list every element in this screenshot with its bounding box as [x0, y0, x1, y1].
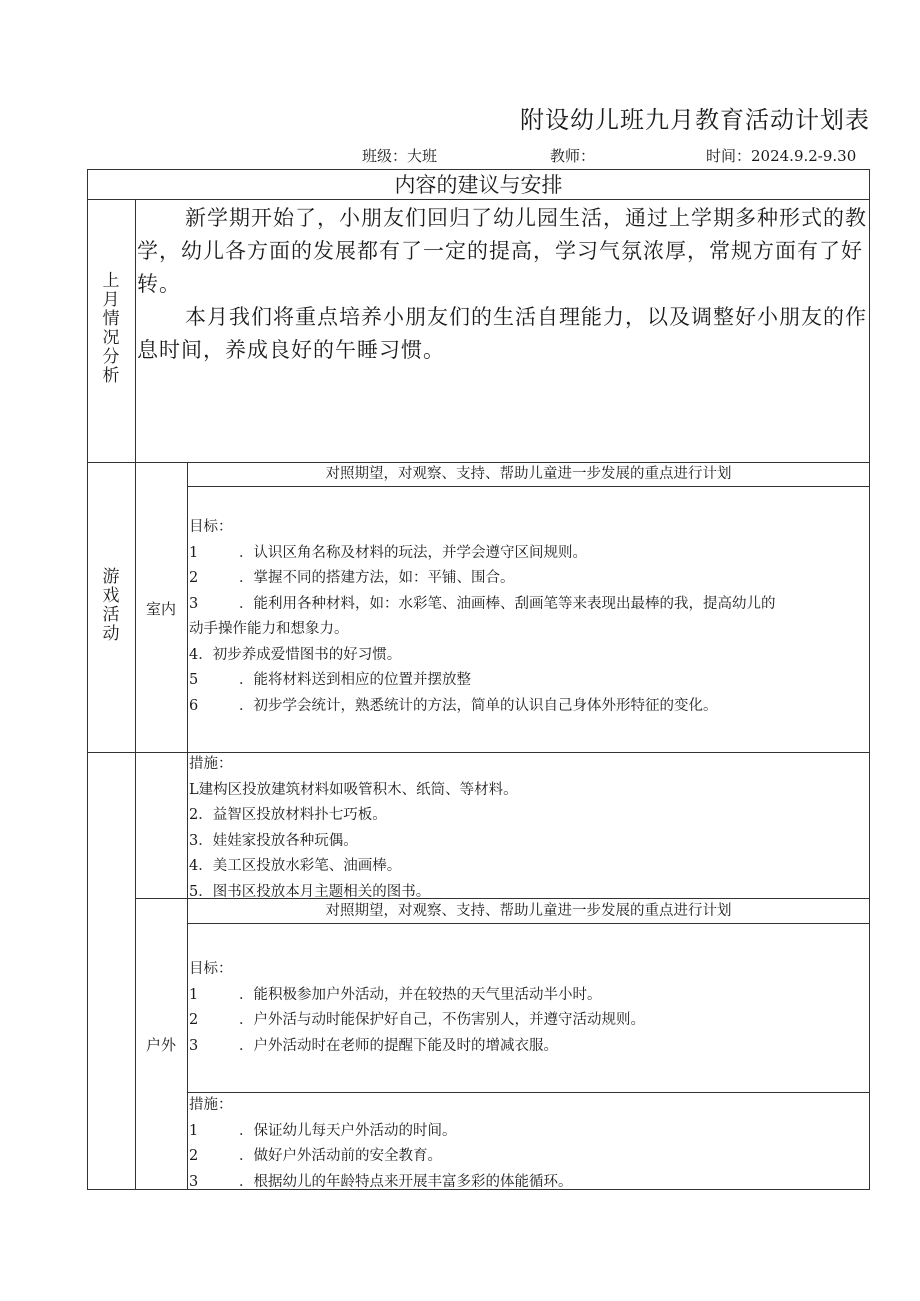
list-item-number: 1 — [189, 544, 199, 561]
list-item-text: ．根据幼儿的年龄特点来开展丰富多彩的体能循环。 — [239, 1173, 573, 1190]
list-item — [189, 668, 869, 694]
list-item-number: 6 — [189, 697, 199, 714]
indoor-measures-list — [189, 778, 869, 906]
list-item-text: ．户外活动时在老师的提醒下能及时的增减衣服。 — [239, 1037, 558, 1054]
indoor-goals-label: 目标： — [189, 519, 233, 535]
list-item-number: 1 — [189, 986, 199, 1003]
list-item-text: ．认识区角名称及材料的玩法，并学会遵守区间规则。 — [239, 544, 587, 561]
list-item: 2．益智区投放材料扑七巧板。 — [189, 807, 387, 823]
list-item — [189, 617, 869, 643]
list-item — [189, 643, 869, 669]
list-item-number: 3 — [189, 595, 199, 612]
list-item — [189, 1144, 869, 1170]
list-item — [189, 1008, 869, 1034]
list-item — [189, 566, 869, 592]
indoor-goals-list — [189, 541, 869, 720]
list-item-text: ．保证幼儿每天户外活动的时间。 — [239, 1122, 457, 1139]
list-item-number: 1 — [189, 1122, 199, 1139]
vertical-label-char: 游 — [102, 567, 120, 587]
list-item-text: ．掌握不同的搭建方法，如：平铺、围合。 — [239, 570, 515, 586]
list-item-text: 动手操作能力和想象力。 — [189, 621, 349, 637]
list-item: L建构区投放建筑材料如吸管积木、纸筒、等材料。 — [189, 781, 518, 798]
list-item-number: 2 — [189, 1148, 199, 1164]
indoor-label: 室内 — [145, 600, 176, 618]
list-item-text: ．做好户外活动前的安全教育。 — [239, 1148, 442, 1164]
analysis-paragraph-1: 新学期开始了，小朋友们回归了幼儿园生活，通过上学期多种形式的教学，幼儿各方面的发展都有了一定的提高，学习气氛浓厚，常规方面有了好转。 — [137, 206, 867, 296]
class-label: 班级：大班 — [362, 147, 438, 165]
games-label — [87, 568, 135, 644]
list-item: 3．娃娃家投放各种玩偶。 — [189, 832, 358, 849]
list-item-text: 4．初步养成爱惜图书的好习惯。 — [189, 646, 402, 663]
vertical-label-char: 分 — [102, 347, 120, 367]
analysis-paragraphs — [137, 202, 870, 367]
indoor-goals — [189, 515, 869, 719]
list-item — [189, 983, 869, 1009]
list-item — [189, 1170, 869, 1196]
vertical-label-char: 况 — [102, 328, 120, 348]
list-item: 4．美工区投放水彩笔、油画棒。 — [189, 858, 402, 874]
vertical-label-char: 活 — [102, 605, 120, 625]
outdoor-measures-label: 措施： — [189, 1097, 233, 1113]
time-label: 时间：2024.9.2-9.30 — [706, 147, 857, 165]
list-item — [189, 1034, 869, 1060]
list-item-text: ．能利用各种材料，如：水彩笔、油画棒、刮画笔等来表现出最棒的我，提高幼儿的 — [239, 595, 776, 612]
list-item-number: 2 — [189, 570, 199, 586]
outdoor-measures-list — [189, 1119, 869, 1196]
vertical-label-char: 情 — [102, 309, 120, 329]
vertical-label-char: 戏 — [102, 586, 120, 606]
analysis-paragraph-2: 本月我们将重点培养小朋友们的生活自理能力，以及调整好小朋友的作息时间，养成良好的午睡习惯。 — [137, 305, 867, 362]
list-item — [189, 541, 869, 567]
indoor-measures-label: 措施： — [189, 756, 233, 772]
list-item-number: 3 — [189, 1037, 199, 1054]
outdoor-label: 户外 — [145, 1036, 176, 1054]
vertical-label-char: 月 — [102, 290, 120, 310]
outdoor-measures — [189, 1093, 869, 1195]
outdoor-goals-label: 目标： — [189, 961, 233, 977]
outdoor-goals-list — [189, 983, 869, 1060]
indoor-plan-header: 对照期望，对观察、支持、帮助儿童进一步发展的重点进行计划 — [325, 466, 732, 482]
list-item-number: 3 — [189, 1173, 199, 1190]
list-item — [189, 1119, 869, 1145]
list-item-text: ．户外活与动时能保护好自己，不伤害别人，并遵守活动规则。 — [239, 1012, 645, 1028]
list-item-text: ．能积极参加户外活动，并在较热的天气里活动半小时。 — [239, 986, 602, 1003]
table-header: 内容的建议与安排 — [394, 173, 563, 197]
analysis-label — [87, 272, 135, 386]
indoor-measures — [189, 752, 869, 905]
outdoor-plan-header: 对照期望，对观察、支持、帮助儿童进一步发展的重点进行计划 — [325, 903, 732, 919]
list-item — [189, 694, 869, 720]
document-title: 附设幼儿班九月教育活动计划表 — [520, 106, 870, 134]
vertical-label-char: 上 — [102, 271, 120, 291]
list-item-number: 5 — [189, 672, 199, 688]
list-item-number: 2 — [189, 1012, 199, 1028]
list-item-text: ．能将材料送到相应的位置并摆放整 — [239, 672, 471, 688]
teacher-label: 教师： — [550, 147, 596, 165]
list-item — [189, 592, 869, 618]
vertical-label-char: 析 — [102, 366, 120, 386]
list-item-text: ．初步学会统计，熟悉统计的方法，简单的认识自己身体外形特征的变化。 — [239, 697, 718, 714]
vertical-label-char: 动 — [102, 624, 120, 644]
list-item: 5．图书区投放本月主题相关的图书。 — [189, 883, 431, 900]
outdoor-goals — [189, 957, 869, 1059]
